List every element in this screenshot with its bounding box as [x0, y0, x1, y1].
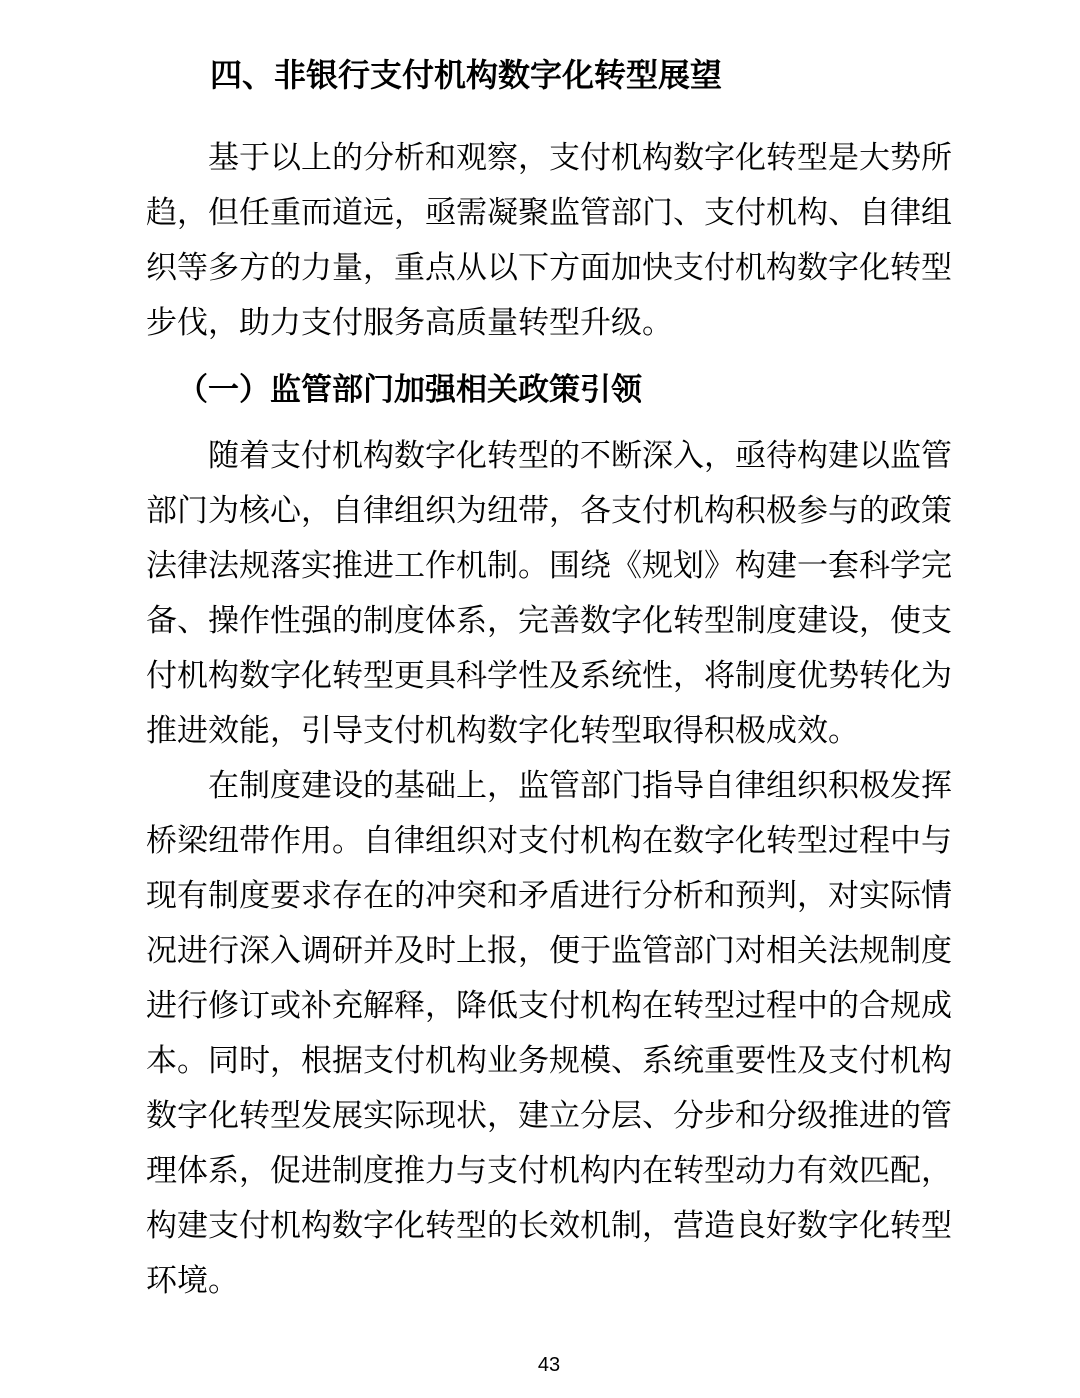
section-heading: 四、非银行支付机构数字化转型展望 — [210, 57, 723, 93]
subsection-paragraph-2: 在制度建设的基础上，监管部门指导自律组织积极发挥桥梁纽带作用。自律组织对支付机构在数字化转型过程中与现有制度要求存在的冲突和矛盾进行分析和预判，对实际情况进行深入调研并及时上报，便于监管部门对相关法规制度进行修订或补充解释，降低支付机构在转型过程中的合规成本。同时，根据支付机构业务规模、系统重要性及支付机构数字化转型发展实际现状，建立分层、分步和分级推进的管理体系，促进制度推力与支付机构内在转型动力有效匹配，构建支付机构数字化转型的长效机制，营造良好数字化转型环境。 — [146, 768, 952, 1298]
page-content — [146, 0, 952, 1308]
subsection-heading: （一）监管部门加强相关政策引领 — [177, 372, 642, 407]
page-number: 43 — [537, 1354, 561, 1376]
intro-paragraph: 基于以上的分析和观察，支付机构数字化转型是大势所趋，但任重而道远，亟需凝聚监管部门、支付机构、自律组织等多方的力量，重点从以下方面加快支付机构数字化转型步伐，助力支付服务高质量转型升级。 — [146, 140, 952, 340]
subsection-paragraph-1: 随着支付机构数字化转型的不断深入，亟待构建以监管部门为核心，自律组织为纽带，各支付机构积极参与的政策法律法规落实推进工作机制。围绕《规划》构建一套科学完备、操作性强的制度体系，完善数字化转型制度建设，使支付机构数字化转型更具科学性及系统性，将制度优势转化为推进效能，引导支付机构数字化转型取得积极成效。 — [146, 438, 952, 748]
